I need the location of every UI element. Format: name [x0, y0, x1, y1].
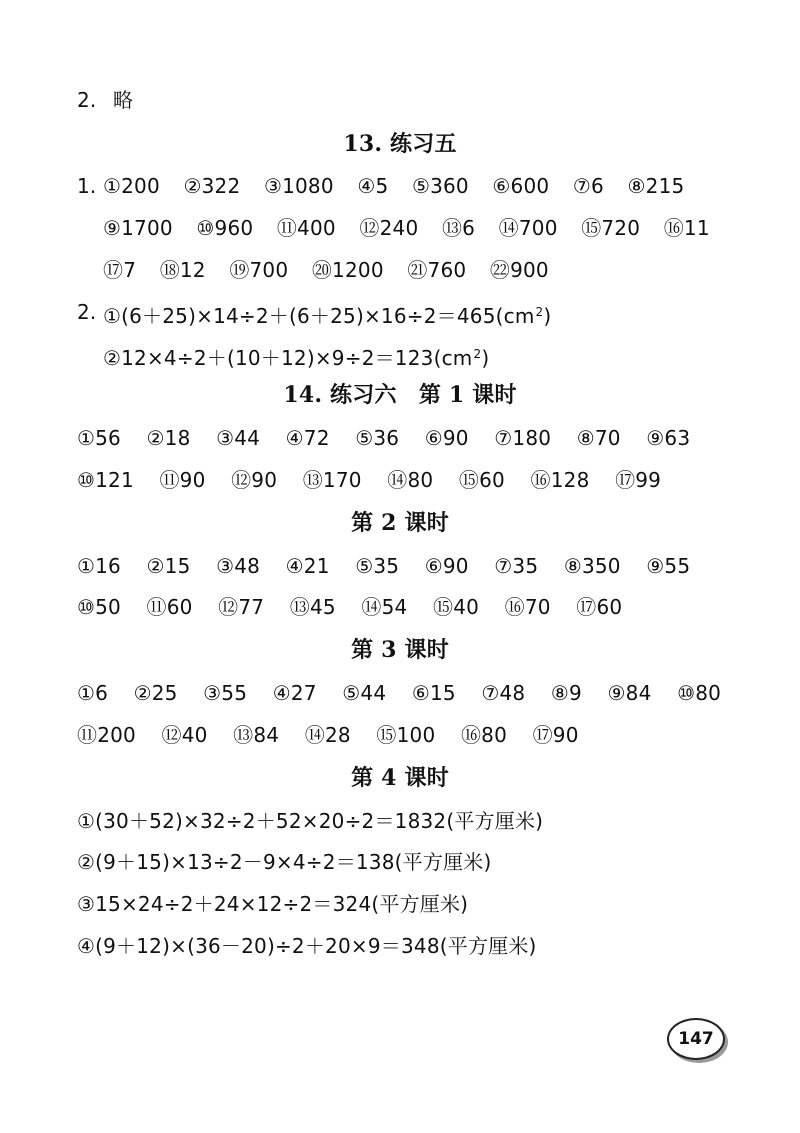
answer-item: ②18	[146, 426, 191, 450]
lesson2-row-2	[77, 593, 622, 621]
lesson1-row-2	[77, 466, 661, 494]
page-number-text: 147	[678, 1029, 714, 1049]
answer-item: ⑭700	[498, 216, 558, 240]
sec13-q1-number: 1.	[77, 174, 97, 198]
answer-item: ⑥90	[424, 554, 469, 578]
answer-item: ③55	[203, 681, 248, 705]
answer-item: ⑨55	[646, 554, 691, 578]
lesson2-row-1	[77, 552, 690, 580]
answer-item: ④5	[357, 174, 389, 198]
lesson3-row-2	[77, 721, 579, 749]
answer-item: ⑮40	[433, 595, 480, 619]
answer-item: ④27	[272, 681, 317, 705]
sec13-q1-row-3	[103, 256, 549, 284]
answer-item: ⑯70	[504, 595, 551, 619]
lesson-2-title: 第 2 课时	[351, 510, 449, 536]
answer-item: ⑤35	[355, 554, 400, 578]
section-14-title: 14. 练习六 第 1 课时	[283, 382, 517, 408]
sec13-q2-line-1	[103, 298, 551, 330]
answer-item: ⑫240	[359, 216, 419, 240]
exponent: 2	[473, 347, 482, 361]
answer-item: ⑥600	[492, 174, 550, 198]
answer-item: ③44	[216, 426, 261, 450]
answer-item: ⑬45	[289, 595, 336, 619]
formula-text: ①(6＋25)×14÷2＋(6＋25)×16÷2＝465(cm	[103, 304, 535, 328]
answer-item: ④21	[285, 554, 330, 578]
answer-item: ⑰99	[615, 468, 662, 492]
question-number: 2.	[77, 88, 97, 112]
lesson4-formula-1: ①(30＋52)×32÷2＋52×20÷2＝1832(平方厘米)	[77, 809, 544, 833]
answer-item: ⑬84	[233, 723, 280, 747]
answer-item: ⑨84	[607, 681, 652, 705]
answer-item: ⑯128	[530, 468, 590, 492]
answer-item: ⑰90	[532, 723, 579, 747]
answer-item: ⑯80	[460, 723, 508, 747]
answer-item: ⑲700	[229, 258, 289, 282]
answer-item: ⑧70	[576, 426, 621, 450]
sec13-q1-row-1	[103, 172, 684, 200]
answer-item: ⑧350	[563, 554, 621, 578]
formula-text: ②12×4÷2＋(10＋12)×9÷2＝123(cm	[103, 346, 473, 370]
exponent: 2	[535, 305, 544, 319]
answer-item: ⑪400	[276, 216, 336, 240]
answer-item: ⑰7	[103, 258, 137, 282]
formula-close: )	[543, 304, 552, 328]
section-13-title: 13. 练习五	[343, 131, 457, 157]
answer-item: ⑪200	[77, 723, 136, 747]
answer-item: ⑥15	[411, 681, 456, 705]
lesson-4-title: 第 4 课时	[351, 765, 449, 791]
answer-item: ⑪60	[146, 595, 193, 619]
answer-item: ⑭80	[387, 468, 434, 492]
answer-item: ⑤360	[411, 174, 469, 198]
answer-item: ⑯11	[663, 216, 710, 240]
answer-item: ⑳1200	[311, 258, 384, 282]
answer-item: ②15	[146, 554, 191, 578]
answer-item: ⑪90	[159, 468, 206, 492]
answer-item: ③1080	[263, 174, 334, 198]
answer-item: ⑮100	[376, 723, 436, 747]
answer-item: ⑱12	[159, 258, 206, 282]
answer-item: ⑨63	[646, 426, 691, 450]
sec13-q2-line-2	[103, 340, 489, 372]
answer-item: ②322	[183, 174, 241, 198]
answer-item: ⑩80	[677, 681, 722, 705]
answer-item: ⑫77	[218, 595, 265, 619]
answer-item: ㉑760	[407, 258, 467, 282]
answer-item: ⑤36	[355, 426, 400, 450]
answer-item: ⑤44	[342, 681, 387, 705]
answer-item: ⑩121	[77, 468, 134, 492]
answer-item: ⑫40	[161, 723, 208, 747]
answer-item: ⑫90	[231, 468, 278, 492]
answer-item: ⑧215	[627, 174, 685, 198]
answer-item: ③48	[216, 554, 261, 578]
answer-item: ⑬6	[441, 216, 476, 240]
answer-item: ⑦48	[481, 681, 526, 705]
answer-item: ⑩960	[196, 216, 254, 240]
answer-text: 略	[113, 88, 134, 112]
answer-item: ⑥90	[424, 426, 469, 450]
lesson4-formula-2: ②(9＋15)×13÷2－9×4÷2＝138(平方厘米)	[77, 850, 492, 874]
prev-answer-line	[77, 86, 133, 114]
answer-item: ②25	[133, 681, 178, 705]
lesson4-formula-3: ③15×24÷2＋24×12÷2＝324(平方厘米)	[77, 892, 469, 916]
formula-close: )	[481, 346, 490, 370]
answer-item: ⑦180	[494, 426, 552, 450]
lesson4-formula-4: ④(9＋12)×(36－20)÷2＋20×9＝348(平方厘米)	[77, 934, 537, 958]
answer-item: ⑮720	[581, 216, 641, 240]
page-number	[667, 1018, 725, 1060]
answer-item: ⑭54	[361, 595, 408, 619]
answer-item: ⑭28	[304, 723, 351, 747]
answer-item: ⑦6	[572, 174, 604, 198]
answer-item: ①56	[77, 426, 121, 450]
answer-item: ⑬170	[302, 468, 362, 492]
lesson-3-title: 第 3 课时	[351, 637, 449, 663]
answer-item: ⑨1700	[103, 216, 173, 240]
answer-item: ⑦35	[494, 554, 539, 578]
answer-item: ㉒900	[489, 258, 549, 282]
answer-item: ⑧9	[550, 681, 582, 705]
sec13-q2-number: 2.	[77, 300, 97, 324]
answer-item: ①200	[103, 174, 160, 198]
answer-item: ⑮60	[458, 468, 505, 492]
answer-item: ⑰60	[576, 595, 623, 619]
answer-item: ④72	[285, 426, 330, 450]
answer-item: ⑩50	[77, 595, 121, 619]
answer-item: ①6	[77, 681, 109, 705]
sec13-q1-row-2	[103, 214, 710, 242]
lesson3-row-1	[77, 679, 721, 707]
answer-item: ①16	[77, 554, 121, 578]
lesson1-row-1	[77, 424, 690, 452]
